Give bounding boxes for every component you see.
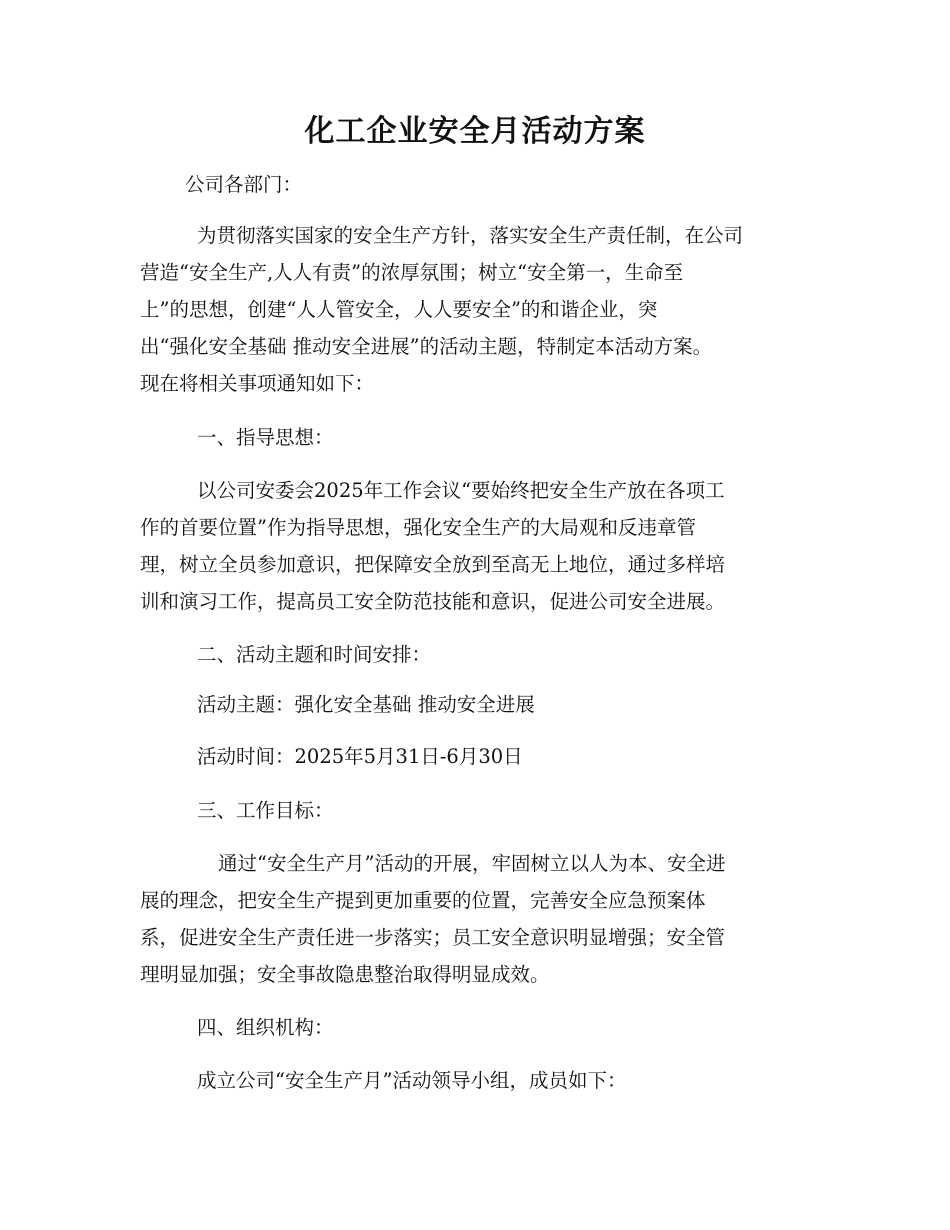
- intro-line-4: 出“强化安全基础 推动安全进展”的活动主题，特制定本活动方案。: [140, 335, 713, 358]
- section-3-line-2: 展的理念，把安全生产提到更加重要的位置，完善安全应急预案体: [140, 889, 706, 912]
- intro-line-1: 为贯彻落实国家的安全生产方针，落实安全生产责任制，在公司: [197, 224, 744, 247]
- intro-line-3: 上”的思想，创建“人人管安全，人人要安全”的和谐企业，突: [140, 298, 658, 321]
- section-4-heading: 四、组织机构：: [197, 1016, 334, 1039]
- section-3-line-1: 通过“安全生产月”活动的开展，牢固树立以人为本、安全进: [218, 852, 726, 875]
- intro-line-2: 营造“安全生产,人人有责”的浓厚氛围；树立“安全第一，生命至: [140, 261, 684, 284]
- salutation: 公司各部门：: [185, 173, 303, 196]
- activity-time: 活动时间：2025年5月31日-6月30日: [197, 745, 523, 768]
- intro-line-5: 现在将相关事项通知如下：: [140, 372, 375, 395]
- section-1-line-1: 以公司安委会2025年工作会议“要始终把安全生产放在各项工: [197, 479, 725, 502]
- section-4-line-1: 成立公司“安全生产月”活动领导小组，成员如下：: [197, 1069, 627, 1092]
- document-title: 化工企业安全月活动方案: [304, 114, 646, 149]
- section-1-line-3: 理，树立全员参加意识，把保障安全放到至高无上地位，通过多样培: [140, 553, 726, 576]
- section-2-heading: 二、活动主题和时间安排：: [197, 643, 432, 666]
- section-1-line-4: 训和演习工作，提高员工安全防范技能和意识，促进公司安全进展。: [140, 590, 726, 613]
- section-1-heading: 一、指导思想：: [197, 426, 334, 449]
- section-1-line-2: 作的首要位置”作为指导思想，强化安全生产的大局观和反违章管: [140, 516, 696, 539]
- section-3-line-4: 理明显加强；安全事故隐患整治取得明显成效。: [140, 963, 550, 986]
- activity-theme: 活动主题：强化安全基础 推动安全进展: [197, 693, 535, 716]
- section-3-heading: 三、工作目标：: [197, 799, 334, 822]
- section-3-line-3: 系，促进安全生产责任进一步落实；员工安全意识明显增强；安全管: [140, 926, 726, 949]
